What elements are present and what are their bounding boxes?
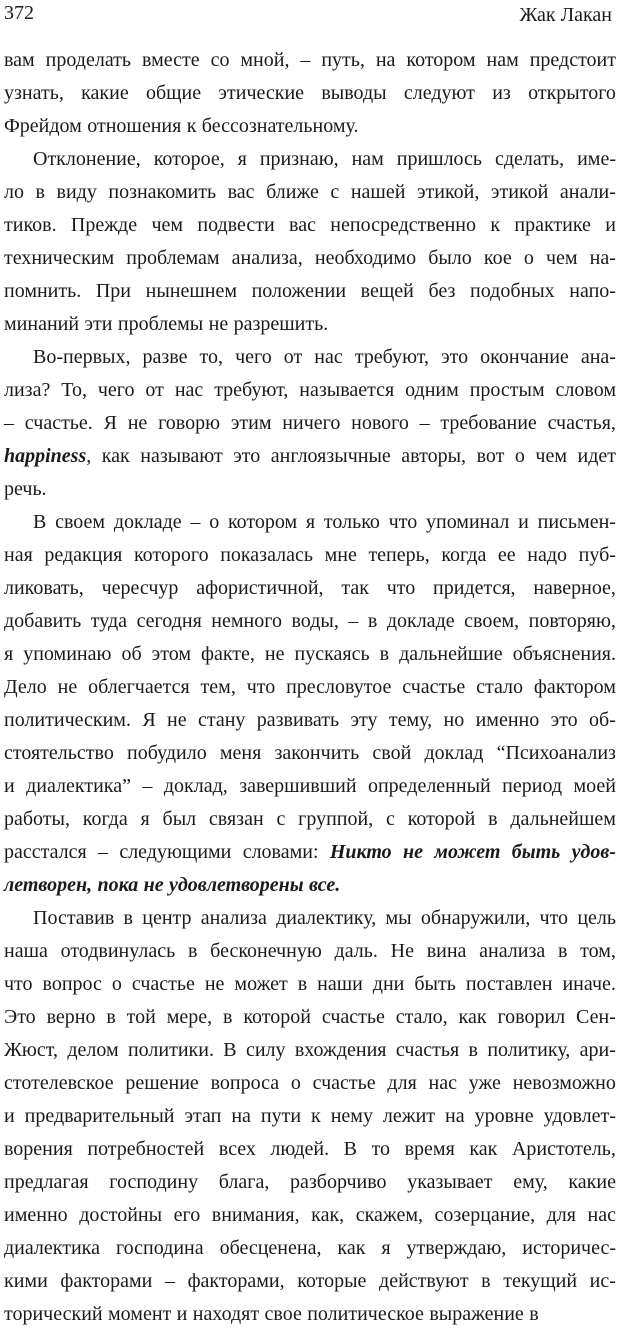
- text-line: наша отодвинулась в бесконечную даль. Не вина анализа в том,: [4, 940, 616, 962]
- text-line: и диалектика” – доклад, завершивший определенный период моей: [4, 775, 616, 797]
- text-line: тиков. Прежде чем подвести вас непосредственно к практике и: [4, 214, 616, 236]
- text-line: стотелевское решение вопроса о счастье для нас уже невозможно: [4, 1072, 616, 1094]
- body-text: [4, 44, 616, 1331]
- text-line: добавить туда сегодня немного воды, – в докладе своем, повторяю,: [4, 610, 616, 632]
- text-line: речь.: [4, 478, 47, 500]
- text-line: Дело не облегчается тем, что пресловутое счастье стало фактором: [4, 676, 616, 698]
- text-line: вам проделать вместе со мной, – путь, на котором нам предстоит: [4, 49, 616, 71]
- text-line: Это верно в той мере, в которой счастье стало, как говорил Сен-: [4, 1006, 616, 1028]
- text-line: я упоминаю об этом факте, не пускаясь в дальнейшие объяснения.: [4, 643, 616, 665]
- text-line: что вопрос о счастье не может в наши дни быть поставлен иначе.: [4, 973, 616, 995]
- text-line: В своем докладе – о котором я только что упоминал и письмен-: [33, 511, 616, 533]
- text-line: диалектика господина обесценена, как я утверждаю, историчес-: [4, 1237, 616, 1259]
- text-line: предлагая господину блага, разборчиво указывает ему, какие: [4, 1171, 616, 1193]
- text-line: узнать, какие общие этические выводы следуют из открытого: [4, 82, 616, 104]
- text-line: Отклонение, которое, я признаю, нам пришлось сделать, име-: [33, 148, 616, 170]
- text-line: расстался – следующими словами: Никто не может быть удов-: [4, 841, 616, 863]
- text-line: политическим. Я не стану развивать эту тему, но именно это об-: [4, 709, 616, 731]
- text-line: Поставив в центр анализа диалектику, мы обнаружили, что цель: [33, 907, 616, 929]
- text-line: Жюст, делом политики. В силу вхождения счастья в политику, ари-: [4, 1039, 616, 1061]
- text-line: – счастье. Я не говорю этим ничего нового – требование счастья,: [4, 412, 616, 434]
- text-line: ворения потребностей всех людей. В то время как Аристотель,: [4, 1138, 616, 1160]
- text-line: Фрейдом отношения к бессознательному.: [4, 115, 359, 137]
- text-line: работы, когда я был связан с группой, с которой в дальнейшем: [4, 808, 616, 830]
- text-line: ная редакция которого показалась мне теперь, когда ее надо пуб-: [4, 544, 616, 566]
- text-line: ло в виду познакомить вас ближе с нашей этикой, этикой анали-: [4, 181, 616, 203]
- page-header: [0, 0, 620, 44]
- text-line: летворен, пока не удовлетворены все.: [4, 874, 341, 896]
- text-line: кими факторами – факторами, которые действуют в текущий ис-: [4, 1270, 616, 1292]
- text-line: лиза? То, чего от нас требуют, называется одним простым словом: [4, 379, 616, 401]
- text-line: стоятельство побудило меня закончить свой доклад “Психоанализ: [4, 742, 616, 764]
- text-line: торический момент и находят свое политическое выражение в: [4, 1303, 539, 1325]
- text-line: техническим проблемам анализа, необходимо было кое о чем на-: [4, 247, 616, 269]
- text-line: ликовать, чересчур афористичной, так что придется, наверное,: [4, 577, 616, 599]
- text-line: помнить. При нынешнем положении вещей без подобных напо-: [4, 280, 616, 302]
- text-line: минаний эти проблемы не разрешить.: [4, 313, 329, 335]
- text-line: именно достойны его внимания, как, скажем, созерцание, для нас: [4, 1204, 616, 1226]
- text-line: и предварительный этап на пути к нему лежит на уровне удовлет-: [4, 1105, 616, 1127]
- page-number: 372: [4, 2, 34, 24]
- text-line: happiness, как называют это англоязычные авторы, вот о чем идет: [4, 445, 616, 467]
- running-head: Жак Лакан: [519, 4, 612, 26]
- text-line: Во-первых, разве то, чего от нас требуют, это окончание ана-: [33, 346, 616, 368]
